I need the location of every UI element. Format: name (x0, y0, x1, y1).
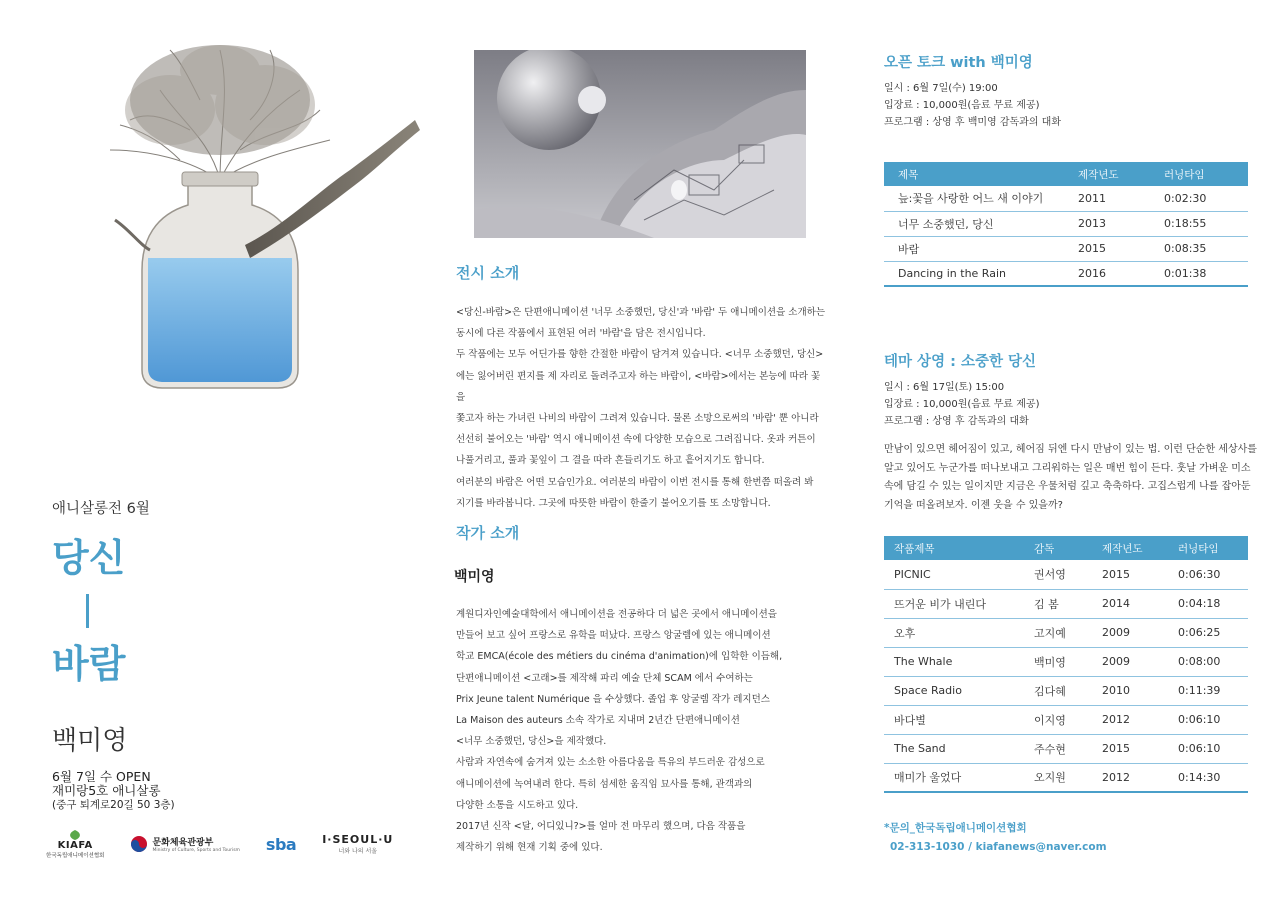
kiafa-sub: 한국독립애니메이션협회 (46, 852, 105, 859)
open-talk-title: 오픈 토크 with 백미영 (884, 55, 1033, 71)
talk-info-line: 입장료 : 10,000원(음료 무료 제공) (884, 100, 1040, 111)
cell-year: 2015 (1102, 734, 1178, 763)
artist-line: <너무 소중했던, 당신>을 제작했다. (456, 736, 607, 748)
mcst-english: Ministry of Culture, Sports and Tourism (152, 848, 240, 853)
exhibition-series: 애니살롱전 6월 (52, 501, 150, 517)
col-director: 감독 (1034, 536, 1102, 560)
cell-title: The Sand (884, 734, 1034, 763)
cell-year: 2015 (1078, 236, 1164, 261)
title-line-1: 당신 (52, 536, 126, 580)
title-divider (86, 594, 89, 628)
theme-para-line: 만남이 있으면 헤어짐이 있고, 헤어짐 뒤엔 다시 만남이 있는 법. 이런 단순한 세상사를 (884, 444, 1257, 455)
cell-title: The Whale (884, 647, 1034, 676)
sba-name: sba (265, 834, 297, 854)
artist-heading: 백미영 (52, 726, 128, 756)
cell-director: 오지원 (1034, 763, 1102, 792)
artist-line: 제작하기 위해 현재 기획 중에 있다. (456, 842, 603, 854)
sponsor-logos (46, 828, 406, 860)
animation-still-image (474, 50, 806, 238)
iseoul-name: I·SEOUL·U (322, 833, 394, 846)
table-row (884, 211, 1248, 236)
table-row (884, 560, 1248, 589)
cell-director: 김다혜 (1034, 676, 1102, 705)
cell-runtime: 0:11:39 (1178, 676, 1248, 705)
intro-line: 동시에 다른 작품에서 표현된 여러 '바람'을 담은 전시입니다. (456, 328, 706, 340)
cell-runtime: 0:06:30 (1178, 560, 1248, 589)
bottle-tree-illustration (70, 30, 440, 400)
theme-info-line: 프로그램 : 상영 후 감독과의 대화 (884, 416, 1029, 427)
iseoul-sub: 너와 나의 서울 (338, 848, 378, 855)
intro-line: 지기를 바라봅니다. 그곳에 따뜻한 바람이 한줄기 불어오기를 또 소망합니다. (456, 497, 771, 509)
artist-section-title: 작가 소개 (456, 524, 520, 542)
theme-description (884, 441, 1264, 515)
cell-runtime: 0:04:18 (1178, 589, 1248, 618)
table-row (884, 261, 1248, 286)
cell-runtime: 0:08:00 (1178, 647, 1248, 676)
cell-director: 주수현 (1034, 734, 1102, 763)
cell-runtime: 0:08:35 (1164, 236, 1248, 261)
cell-title: 오후 (884, 618, 1034, 647)
cell-director: 권서영 (1034, 560, 1102, 589)
cell-title: PICNIC (884, 560, 1034, 589)
intro-section-title: 전시 소개 (456, 264, 520, 282)
mcst-logo (130, 835, 239, 853)
theme-info-line: 일시 : 6월 17일(토) 15:00 (884, 382, 1005, 393)
cell-director: 이지영 (1034, 705, 1102, 734)
open-talk-film-table (884, 162, 1248, 287)
cell-runtime: 0:06:10 (1178, 734, 1248, 763)
cell-title: 뜨거운 비가 내린다 (884, 589, 1034, 618)
artist-name: 백미영 (454, 569, 495, 585)
theme-screening-info (884, 379, 1039, 430)
cell-year: 2016 (1078, 261, 1164, 286)
open-info (52, 770, 175, 812)
cell-year: 2012 (1102, 705, 1178, 734)
artist-line: 학교 EMCA(école des métiers du cinéma d'animation)에 입학한 이듬해, (456, 651, 783, 663)
col-year: 제작년도 (1102, 536, 1178, 560)
cell-title: 매미가 울었다 (884, 763, 1034, 792)
artist-line: 애니메이션에 녹여내려 한다. 특히 섬세한 움직임 묘사를 통해, 관객과의 (456, 778, 753, 790)
table-row (884, 618, 1248, 647)
table-row (884, 647, 1248, 676)
cell-title: 너무 소중했던, 당신 (884, 211, 1078, 236)
iseoul-logo (322, 833, 393, 855)
artist-line: La Maison des auteurs 소속 작가로 지내며 2년간 단편애니메이션 (456, 715, 740, 727)
cell-year: 2012 (1102, 763, 1178, 792)
cell-director: 김 봄 (1034, 589, 1102, 618)
artist-line: 사람과 자연속에 숨겨져 있는 소소한 아름다움을 특유의 부드러운 감성으로 (456, 757, 765, 769)
cell-title: Dancing in the Rain (884, 261, 1078, 286)
table-row (884, 763, 1248, 792)
right-panel (856, 0, 1280, 905)
title-line-2: 바람 (52, 642, 126, 686)
cell-year: 2010 (1102, 676, 1178, 705)
intro-line: 에는 잃어버린 편지를 제 자리로 돌려주고자 하는 바람이, <바람>에서는 본능에 따라 꽃을 (456, 370, 821, 403)
table-header-row (884, 162, 1248, 186)
left-panel (0, 0, 420, 905)
cell-title: Space Radio (884, 676, 1034, 705)
table-row (884, 705, 1248, 734)
theme-para-line: 알고 있어도 누군가를 떠나보내고 그리워하는 일은 매번 힘이 든다. 훗날 가벼운 미소 (884, 462, 1251, 474)
mcst-name: 문화체육관광부 (152, 838, 214, 848)
theme-screening-title: 테마 상영 : 소중한 당신 (884, 354, 1037, 370)
cell-year: 2015 (1102, 560, 1178, 589)
address: (중구 퇴계로20길 50 3층) (52, 799, 175, 811)
col-runtime: 러닝타임 (1178, 536, 1248, 560)
cell-title: 바다별 (884, 705, 1034, 734)
theme-para-line: 기억을 떠올려보자. 이젠 웃을 수 있을까? (884, 499, 1063, 511)
artist-line: 계원디자인예술대학에서 애니메이션을 전공하다 더 넓은 곳에서 애니메이션을 (456, 609, 777, 620)
taegeuk-icon (130, 835, 148, 853)
cell-director: 백미영 (1034, 647, 1102, 676)
kiafa-logo (46, 830, 104, 859)
cell-title: 바람 (884, 236, 1078, 261)
table-row (884, 236, 1248, 261)
venue: 재미랑5호 애니살롱 (52, 783, 161, 798)
open-talk-info (884, 80, 1061, 131)
table-row (884, 676, 1248, 705)
leaf-icon (66, 830, 84, 840)
talk-info-line: 일시 : 6월 7일(수) 19:00 (884, 83, 998, 94)
cell-runtime: 0:01:38 (1164, 261, 1248, 286)
cell-runtime: 0:18:55 (1164, 211, 1248, 236)
open-date: 6월 7일 수 OPEN (52, 769, 151, 784)
intro-line: <당신-바람>은 단편애니메이션 '너무 소중했던, 당신'과 '바람' 두 애니메이션을 소개하는 (456, 307, 825, 318)
col-runtime: 러닝타임 (1164, 162, 1248, 186)
cell-year: 2011 (1078, 186, 1164, 211)
exhibition-title (52, 530, 125, 692)
theme-info-line: 입장료 : 10,000원(음료 무료 제공) (884, 399, 1040, 410)
cell-year: 2014 (1102, 589, 1178, 618)
table-row (884, 734, 1248, 763)
table-row (884, 589, 1248, 618)
cell-runtime: 0:06:25 (1178, 618, 1248, 647)
intro-body (456, 302, 828, 514)
table-row (884, 186, 1248, 211)
cell-director: 고지예 (1034, 618, 1102, 647)
cell-runtime: 0:02:30 (1164, 186, 1248, 211)
intro-line: 선선히 불어오는 '바람' 역시 애니메이션 속에 다양한 모습으로 그려집니다. 옷과 커튼이 (456, 434, 816, 446)
artist-line: Prix Jeune talent Numérique 을 수상했다. 졸업 후 앙굴렘 작가 레지던스 (456, 693, 770, 705)
cell-runtime: 0:14:30 (1178, 763, 1248, 792)
artist-line: 다양한 소통을 시도하고 있다. (456, 799, 579, 811)
middle-panel (448, 0, 828, 905)
col-year: 제작년도 (1078, 162, 1164, 186)
kiafa-name: KIAFA (57, 839, 93, 851)
intro-line: 나풀거리고, 풀과 꽃잎이 그 결을 따라 흔들리기도 하고 흩어지기도 합니다. (456, 455, 765, 467)
sba-logo (266, 835, 296, 854)
cell-year: 2009 (1102, 618, 1178, 647)
intro-line: 쫓고자 하는 가녀린 나비의 바람이 그려져 있습니다. 물론 소망으로써의 '바람' 뿐 아니라 (456, 413, 819, 425)
artist-line: 만들어 보고 싶어 프랑스로 유학을 떠났다. 프랑스 앙굴렘에 있는 애니메이션 (456, 630, 771, 642)
talk-info-line: 프로그램 : 상영 후 백미영 감독과의 대화 (884, 117, 1062, 128)
cell-runtime: 0:06:10 (1178, 705, 1248, 734)
contact-info: 02-313-1030 / kiafanews@naver.com (890, 841, 1107, 853)
artist-body (456, 604, 828, 858)
cell-year: 2009 (1102, 647, 1178, 676)
theme-para-line: 속에 담길 수 있는 일이지만 지금은 우물처럼 깊고 축축하다. 고집스럽게 나를 잡아둔 (884, 481, 1251, 492)
artist-line: 단편애니메이션 <고래>를 제작해 파리 예술 단체 SCAM 에서 수여하는 (456, 672, 753, 684)
intro-line: 두 작품에는 모두 어딘가를 향한 간절한 바람이 담겨져 있습니다. <너무 소중했던, 당신> (456, 349, 824, 361)
col-title: 제목 (884, 162, 1078, 186)
cell-title: 늪:꽃을 사랑한 어느 새 이야기 (884, 186, 1078, 211)
theme-film-table (884, 536, 1248, 793)
cell-year: 2013 (1078, 211, 1164, 236)
col-work-title: 작품제목 (884, 536, 1034, 560)
intro-line: 여러분의 바람은 어떤 모습인가요. 여러분의 바람이 이번 전시를 통해 한번쯤 떠올려 봐 (456, 476, 814, 488)
table-header-row (884, 536, 1248, 560)
contact-label: *문의_한국독립애니메이션협회 (884, 822, 1027, 834)
artist-line: 2017년 신작 <달, 어디있니?>를 얼마 전 마무리 했으며, 다음 작품을 (456, 821, 746, 833)
